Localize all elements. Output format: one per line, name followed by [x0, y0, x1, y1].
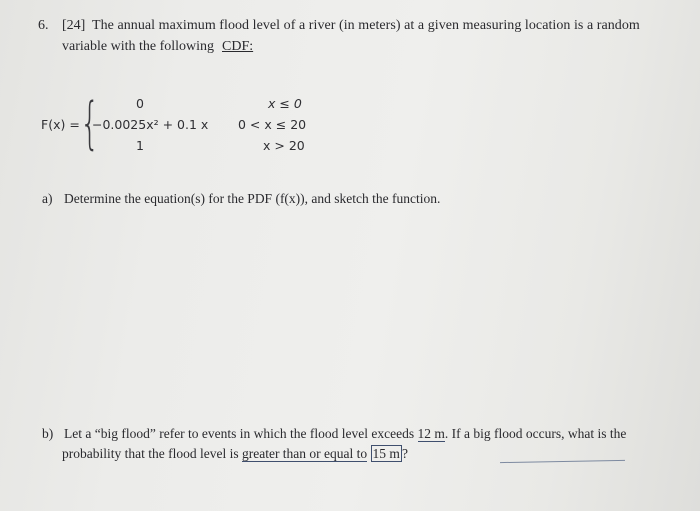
pen-mark — [500, 460, 625, 463]
cdf-piece-expression-3: 1 — [136, 138, 144, 153]
threshold-12m: 12 m — [417, 426, 445, 441]
threshold-15m: 15 m — [372, 446, 400, 461]
cdf-piece-condition-2: 0 < x ≤ 20 — [238, 117, 307, 132]
cdf-term: CDF: — [222, 39, 254, 54]
part-b-text-line1 — [64, 426, 626, 442]
part-b-line1-end: . If a big flood occurs, what is the — [444, 426, 627, 441]
question-text-line2: variable with the following — [62, 39, 215, 54]
greater-equal-phrase: greater than or equal to — [241, 446, 368, 461]
part-b-label: b) — [42, 426, 54, 441]
cdf-piece-expression-1: 0 — [136, 96, 144, 111]
question-number: 6. — [38, 18, 49, 33]
part-a-text: Determine the equation(s) for the PDF (f(x)), and sketch the function. — [64, 191, 441, 206]
cdf-piece-expression-2: −0.0025x² + 0.1 x — [92, 117, 209, 132]
question-points: [24] — [62, 18, 86, 33]
question-text-line1: The annual maximum flood level of a river (in meters) at a given measuring location is a random — [92, 18, 640, 33]
part-a-label: a) — [42, 191, 53, 206]
part-b-line2-end: ? — [401, 446, 408, 461]
cdf-function-label: F(x) = — [41, 117, 80, 132]
cdf-piece-condition-3: x > 20 — [263, 138, 305, 153]
part-b-line1-start: Let a “big flood” refer to events in which the flood level exceeds — [64, 426, 418, 441]
part-b-line2-start: probability that the flood level is — [62, 446, 242, 461]
piecewise-brace: { — [80, 91, 100, 156]
part-b-text-line2 — [62, 446, 408, 462]
cdf-piece-condition-1: x ≤ 0 — [268, 96, 302, 111]
